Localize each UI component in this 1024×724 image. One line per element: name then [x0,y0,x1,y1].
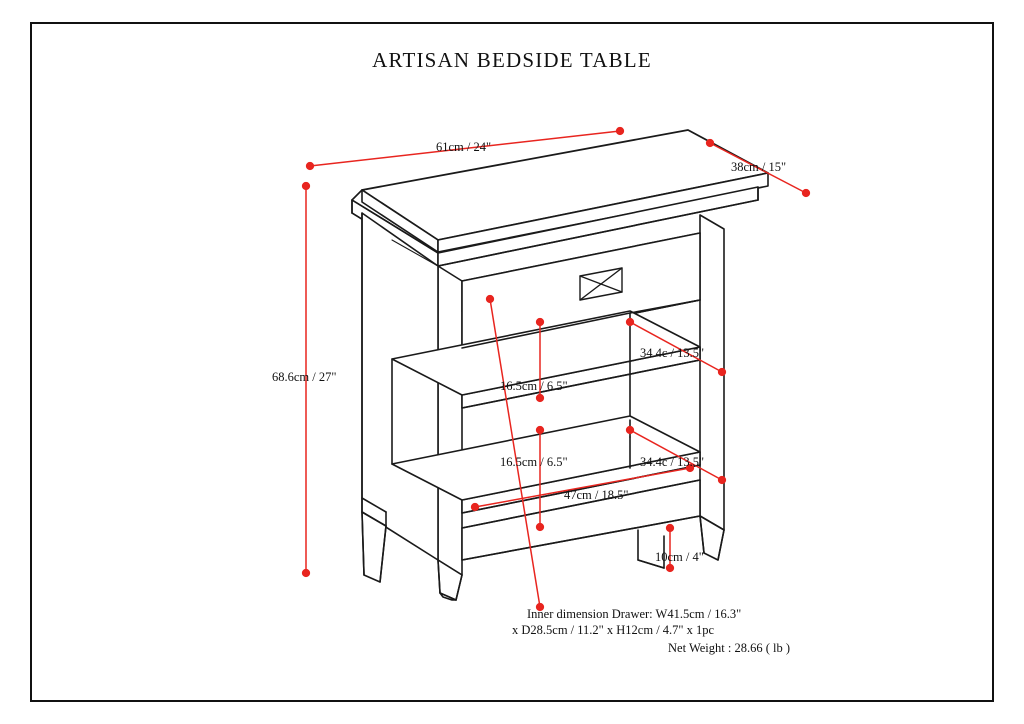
dimension-label-depth-top: 38cm / 15" [731,160,787,174]
furniture-outline [352,130,768,600]
dimension-label-lower-shelf-gap: 16.5cm / 6.5" [500,455,568,469]
dimension-label-leg-clearance: 10cm / 4" [655,550,704,564]
dimension-label-width-top: 61cm / 24" [436,140,492,154]
dimension-label-inner-width: 47cm / 18.5" [564,488,629,502]
dimension-label-overall-height: 68.6cm / 27" [272,370,337,384]
dimension-label-lower-shelf-depth: 34.4c / 13.5" [640,455,705,469]
drawer-note-line-2: x D28.5cm / 11.2" x H12cm / 4.7" x 1pc [512,623,715,637]
net-weight-note: Net Weight : 28.66 ( lb ) [668,641,791,655]
dimension-label-upper-shelf-gap: 16.5cm / 6.5" [500,379,568,393]
drawer-note-line-1: Inner dimension Drawer: W41.5cm / 16.3" [527,607,742,621]
dimension-label-upper-shelf-depth: 34.4c / 13.5" [640,346,705,360]
page-title: ARTISAN BEDSIDE TABLE [372,48,652,72]
